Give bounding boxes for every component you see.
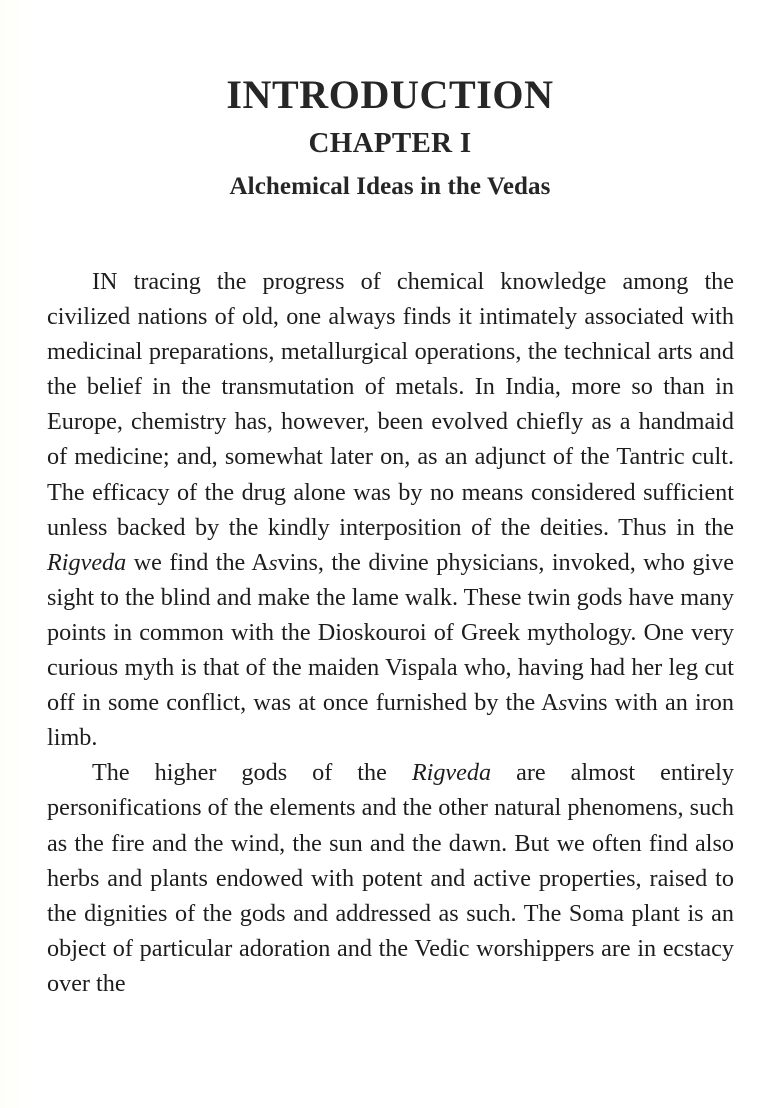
transliteration-glyph: s (558, 690, 568, 716)
page-title: INTRODUCTION (226, 72, 554, 117)
section-heading: Alchemical Ideas in the Vedas (229, 173, 551, 201)
body-text-column (47, 264, 734, 1001)
transliteration-glyph: s (268, 549, 278, 575)
italic-title: Rigveda (411, 759, 492, 787)
page-heading-block (0, 0, 780, 201)
paragraph-1: IN tracing the progress of chemical knowledge among the civilized nations of old, one always finds it intimately associated with medicinal preparations, metallurgical operations, the technical arts and the belief in the transmutation of metals. In India, more so than in Europe, chemistry has, however, been evolved chiefly as a handmaid of medicine; and, somewhat later on, as an adjunct of the Tantric cult. The efficacy of the drug alone was by no means considered sufficient unless backed by the kindly interposition of the deities. Thus in the Rigveda we find the Asvins, the divine physicians, invoked, who give sight to the blind and make the lame walk. These twin gods have many points in common with the Dioskouroi of Greek mythology. One very curious myth is that of the maiden Vispala who, having had her leg cut off in some conflict, was at once furnished by the Asvins with an iron limb. (47, 268, 734, 752)
paragraph-2: The higher gods of the Rigveda are almost entirely personifications of the elements and the other natural phenomens, such as the fire and the wind, the sun and the dawn. But we often find also herbs and plants endowed with potent and active properties, raised to the dignities of the gods and addressed as such. The Soma plant is an object of particular adoration and the Vedic worshippers are in ecstacy over the (47, 759, 734, 997)
chapter-heading: CHAPTER I (308, 127, 472, 159)
italic-title: Rigveda (47, 548, 127, 576)
